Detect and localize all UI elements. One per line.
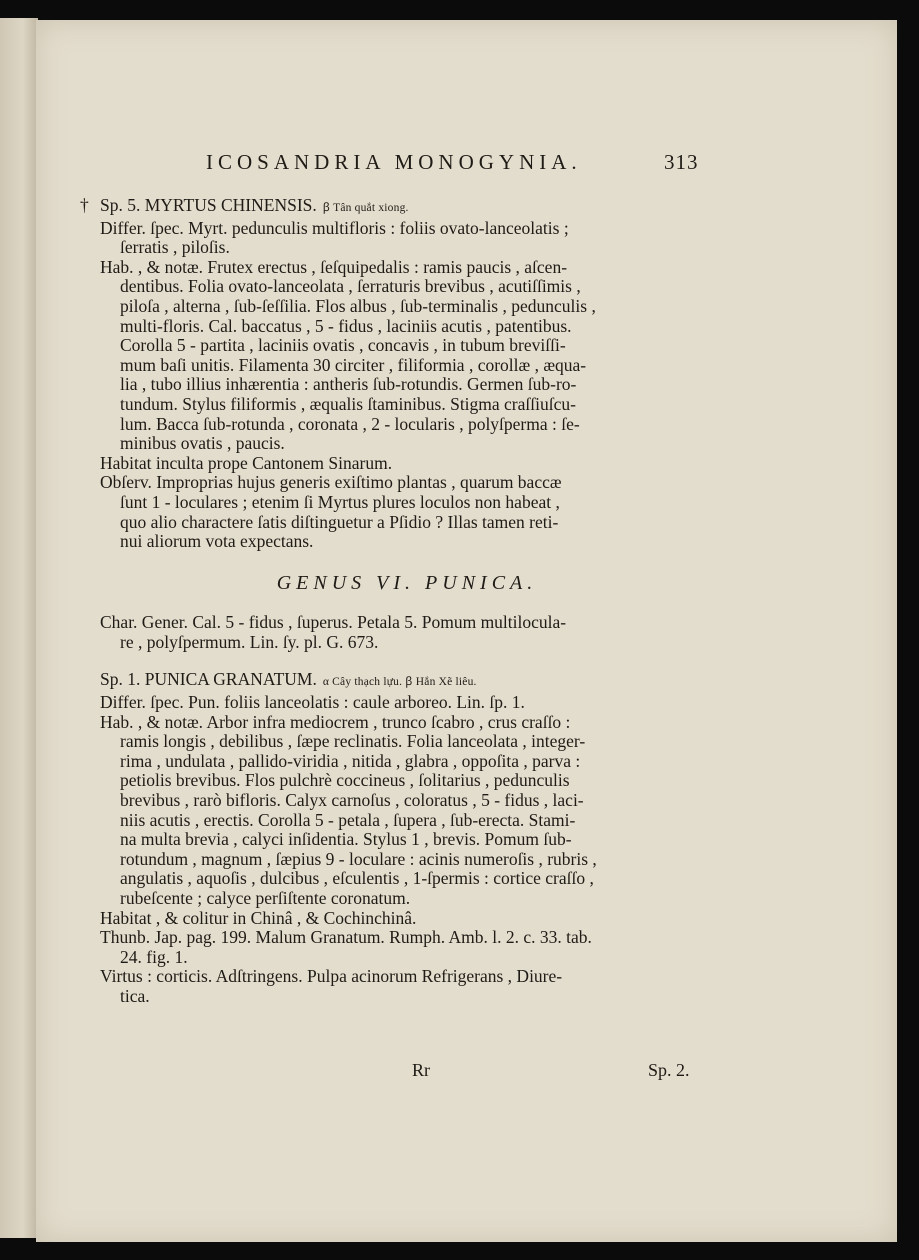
text-line: Hab. , & notæ. Frutex erectus , ſeſquipedalis : ramis paucis , aſcen- bbox=[100, 256, 568, 277]
facing-page-edge bbox=[0, 18, 38, 1238]
text-line: angulatis , aquoſis , dulcibus , eſculentis , 1-ſpermis : cortice craſſo , bbox=[120, 868, 594, 889]
species-entry-punica-granatum bbox=[100, 670, 714, 1006]
text-line: Corolla 5 - partita , laciniis ovatis , concavis , in tubum breviſſi- bbox=[120, 335, 566, 356]
text-line: ramis longis , debilibus , ſæpe reclinatis. Folia lanceolata , integer- bbox=[120, 731, 586, 752]
text-line: tica. bbox=[120, 985, 150, 1006]
text-line: multi-floris. Cal. baccatus , 5 - fidus , laciniis acutis , patentibus. bbox=[120, 315, 572, 336]
page-number: 313 bbox=[664, 150, 699, 174]
text-line: Obſerv. Improprias hujus generis exiſtimo plantas , quarum baccæ bbox=[100, 472, 562, 493]
dagger-mark: † bbox=[80, 195, 89, 215]
catchword: Sp. 2. bbox=[648, 1060, 690, 1080]
species-heading: Sp. 1. PUNICA GRANATUM. α Cây thạch lựu. ꞵ Hắn Xẽ liêu. bbox=[100, 669, 477, 690]
signature-mark: Rr bbox=[412, 1060, 430, 1080]
text-line: rima , undulata , pallido-viridia , nitida , glabra , oppoſita , parva : bbox=[120, 750, 581, 771]
species-heading: Sp. 5. MYRTUS CHINENSIS. ꞵ Tân quắt xiong. bbox=[100, 195, 409, 215]
text-line: petiolis brevibus. Flos pulchrè coccineus , ſolitarius , pedunculis bbox=[120, 770, 570, 791]
running-title: ICOSANDRIA MONOGYNIA. bbox=[206, 150, 582, 174]
text-line: ſerratis , piloſis. bbox=[120, 237, 230, 258]
text-line: na multa brevia , calyci inſidentia. Stylus 1 , brevis. Pomum ſub- bbox=[120, 829, 572, 850]
text-line: dentibus. Folia ovato-lanceolata , ſerraturis brevibus , acutiſſimis , bbox=[120, 276, 581, 297]
vernacular-name: α Cây thạch lựu. ꞵ Hắn Xẽ liêu. bbox=[322, 676, 477, 689]
text-line: lum. Bacca ſub-rotunda , coronata , 2 - locularis , polyſperma : ſe- bbox=[120, 413, 580, 434]
text-line: Habitat inculta prope Cantonem Sinarum. bbox=[100, 452, 393, 473]
text-line: nui aliorum vota expectans. bbox=[120, 531, 314, 552]
vernacular-name: ꞵ Tân quắt xiong. bbox=[322, 202, 409, 214]
text-line: Char. Gener. Cal. 5 - fidus , ſuperus. Petala 5. Pomum multilocula- bbox=[100, 612, 567, 633]
text-line: Hab. , & notæ. Arbor infra mediocrem , trunco ſcabro , crus craſſo : bbox=[100, 711, 571, 732]
text-line: minibus ovatis , paucis. bbox=[120, 433, 285, 454]
page-body bbox=[80, 195, 714, 1007]
book-page bbox=[36, 20, 897, 1242]
text-line: 24. fig. 1. bbox=[120, 946, 188, 967]
text-line: tundum. Stylus filiformis , æqualis ſtaminibus. Stigma craſſiuſcu- bbox=[120, 393, 576, 414]
species-entry-myrtus-chinensis bbox=[80, 195, 714, 552]
text-line: ſunt 1 - loculares ; etenim ſi Myrtus plures loculos non habeat , bbox=[120, 491, 560, 512]
text-line: Habitat , & colitur in Chinâ , & Cochinchinâ. bbox=[100, 907, 417, 928]
text-line: quo alio charactere ſatis diſtinguetur a Pſidio ? Illas tamen reti- bbox=[120, 511, 559, 532]
text-line: mum baſi unitis. Filamenta 30 circiter , filiformia , corollæ , æqua- bbox=[120, 354, 587, 375]
text-line: lia , tubo illius inhærentia : antheris ſub-rotundis. Germen ſub-ro- bbox=[120, 374, 577, 395]
text-line: rubeſcente ; calyce perſiſtente coronatum. bbox=[120, 888, 411, 908]
text-line: rotundum , magnum , ſæpius 9 - loculare : acinis numeroſis , rubris , bbox=[120, 848, 597, 869]
genus-character bbox=[100, 613, 714, 652]
text-line: Differ. ſpec. Myrt. pedunculis multifloris : foliis ovato-lanceolatis ; bbox=[100, 217, 569, 238]
text-line: piloſa , alterna , ſub-ſeſſilia. Flos albus , ſub-terminalis , pedunculis , bbox=[120, 295, 596, 316]
text-line: Virtus : corticis. Adſtringens. Pulpa acinorum Refrigerans , Diure- bbox=[100, 966, 563, 987]
text-line: re , polyſpermum. Lin. ſy. pl. G. 673. bbox=[120, 631, 379, 652]
genus-heading: GENUS VI. PUNICA. bbox=[276, 571, 538, 594]
spacer bbox=[100, 652, 714, 670]
text-line: Thunb. Jap. pag. 199. Malum Granatum. Rumph. Amb. l. 2. c. 33. tab. bbox=[100, 927, 592, 948]
text-line: niis acutis , erectis. Corolla 5 - petala , ſupera , ſub-erecta. Stami- bbox=[120, 809, 576, 830]
text-line: brevibus , rarò bifloris. Calyx carnoſus , coloratus , 5 - fidus , laci- bbox=[120, 790, 584, 811]
text-line: Differ. ſpec. Pun. foliis lanceolatis : caule arboreo. Lin. ſp. 1. bbox=[100, 692, 525, 713]
